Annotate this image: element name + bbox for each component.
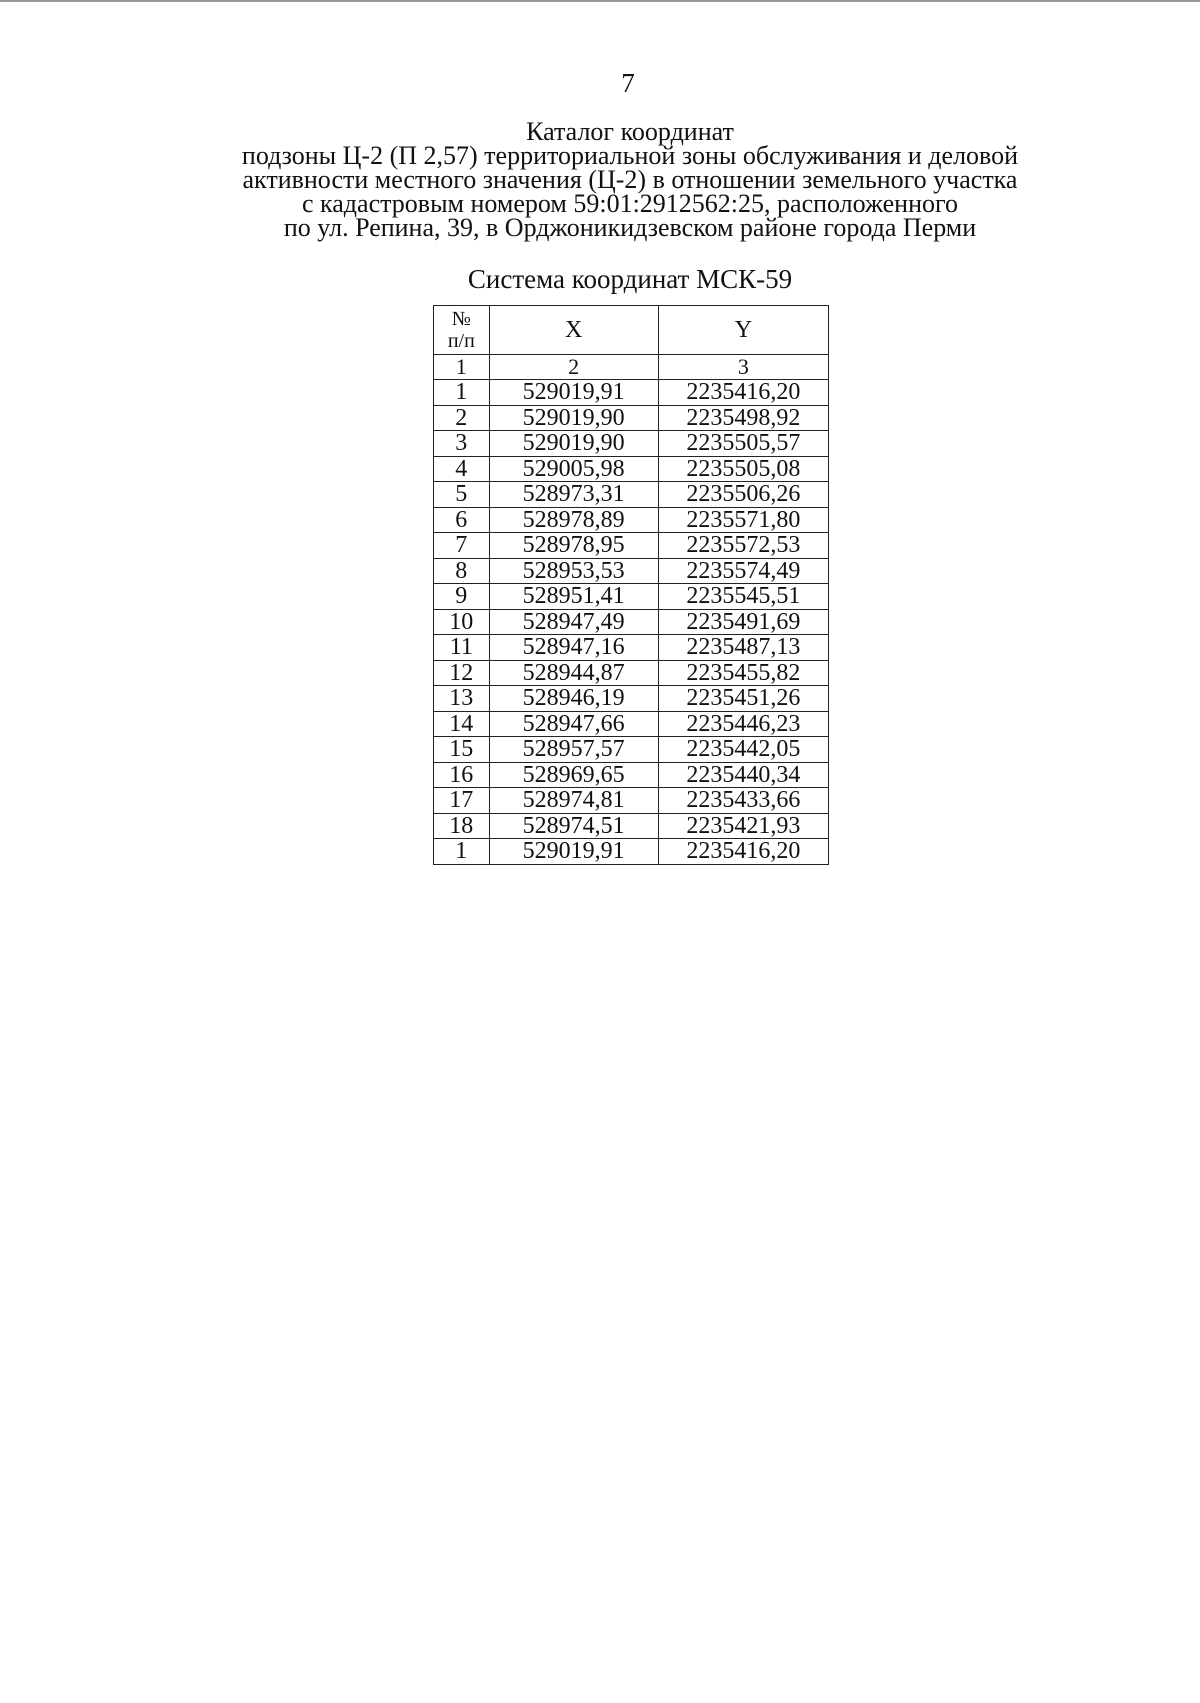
y-coordinate-cell: 2235572,53 xyxy=(658,533,828,559)
x-coordinate-cell: 528951,41 xyxy=(489,584,658,610)
table-row xyxy=(434,533,829,559)
point-number-cell: 7 xyxy=(434,533,490,559)
y-coordinate-cell: 2235505,57 xyxy=(658,431,828,457)
column-number: 1 xyxy=(434,355,490,380)
point-number-cell: 8 xyxy=(434,558,490,584)
column-number-row xyxy=(434,355,829,380)
x-coordinate-cell: 528957,57 xyxy=(489,737,658,763)
x-coordinate-cell: 529005,98 xyxy=(489,456,658,482)
point-number-cell: 13 xyxy=(434,686,490,712)
y-coordinate-cell: 2235498,92 xyxy=(658,405,828,431)
y-coordinate-cell: 2235416,20 xyxy=(658,380,828,406)
y-coordinate-cell: 2235571,80 xyxy=(658,507,828,533)
y-coordinate-cell: 2235505,08 xyxy=(658,456,828,482)
table-row xyxy=(434,507,829,533)
x-coordinate-cell: 528947,66 xyxy=(489,711,658,737)
x-coordinate-cell: 528953,53 xyxy=(489,558,658,584)
point-number-cell: 17 xyxy=(434,788,490,814)
point-number-cell: 10 xyxy=(434,609,490,635)
point-number-cell: 18 xyxy=(434,813,490,839)
x-coordinate-cell: 528978,95 xyxy=(489,533,658,559)
table-row xyxy=(434,788,829,814)
y-coordinate-cell: 2235487,13 xyxy=(658,635,828,661)
y-coordinate-cell: 2235421,93 xyxy=(658,813,828,839)
y-coordinate-cell: 2235416,20 xyxy=(658,839,828,865)
x-coordinate-cell: 528969,65 xyxy=(489,762,658,788)
y-coordinate-cell: 2235491,69 xyxy=(658,609,828,635)
x-coordinate-cell: 528974,51 xyxy=(489,813,658,839)
y-coordinate-cell: 2235440,34 xyxy=(658,762,828,788)
x-coordinate-cell: 528947,16 xyxy=(489,635,658,661)
heading-line-1: Каталог координат xyxy=(526,117,734,146)
point-number-cell: 11 xyxy=(434,635,490,661)
x-coordinate-cell: 528947,49 xyxy=(489,609,658,635)
column-number: 2 xyxy=(489,355,658,380)
document-heading xyxy=(150,117,1110,242)
x-coordinate-cell: 528944,87 xyxy=(489,660,658,686)
table-row xyxy=(434,635,829,661)
point-number-cell: 15 xyxy=(434,737,490,763)
y-coordinate-cell: 2235574,49 xyxy=(658,558,828,584)
heading-line-2: подзоны Ц-2 (П 2,57) территориальной зоны обслуживания и деловой xyxy=(241,141,1019,170)
point-number-cell: 3 xyxy=(434,431,490,457)
table-row xyxy=(434,686,829,712)
y-coordinate-cell: 2235455,82 xyxy=(658,660,828,686)
table-body xyxy=(434,355,829,865)
coordinates-table xyxy=(433,305,829,865)
table-row xyxy=(434,660,829,686)
table-row xyxy=(434,737,829,763)
y-coordinate-cell: 2235442,05 xyxy=(658,737,828,763)
table-header-row xyxy=(434,306,829,355)
header-number-abbrev: п/п xyxy=(447,330,475,352)
x-coordinate-cell: 529019,91 xyxy=(489,380,658,406)
header-x: X xyxy=(489,306,658,355)
point-number-cell: 14 xyxy=(434,711,490,737)
x-coordinate-cell: 529019,90 xyxy=(489,405,658,431)
point-number-cell: 5 xyxy=(434,482,490,508)
x-coordinate-cell: 528946,19 xyxy=(489,686,658,712)
header-number xyxy=(434,306,490,355)
table-row xyxy=(434,813,829,839)
y-coordinate-cell: 2235506,26 xyxy=(658,482,828,508)
x-coordinate-cell: 528973,31 xyxy=(489,482,658,508)
table-row xyxy=(434,839,829,865)
point-number-cell: 16 xyxy=(434,762,490,788)
point-number-cell: 9 xyxy=(434,584,490,610)
table-row xyxy=(434,405,829,431)
point-number-cell: 1 xyxy=(434,839,490,865)
y-coordinate-cell: 2235451,26 xyxy=(658,686,828,712)
x-coordinate-cell: 529019,90 xyxy=(489,431,658,457)
table-row xyxy=(434,456,829,482)
x-coordinate-cell: 528978,89 xyxy=(489,507,658,533)
heading-line-4: с кадастровым номером 59:01:2912562:25, расположенного xyxy=(301,189,959,218)
point-number-cell: 6 xyxy=(434,507,490,533)
header-y: Y xyxy=(658,306,828,355)
page-number: 7 xyxy=(621,68,635,98)
x-coordinate-cell: 529019,91 xyxy=(489,839,658,865)
table-row xyxy=(434,482,829,508)
point-number-cell: 1 xyxy=(434,380,490,406)
point-number-cell: 2 xyxy=(434,405,490,431)
table-row xyxy=(434,609,829,635)
point-number-cell: 12 xyxy=(434,660,490,686)
heading-line-5: по ул. Репина, 39, в Орджоникидзевском районе города Перми xyxy=(283,213,977,242)
y-coordinate-cell: 2235446,23 xyxy=(658,711,828,737)
table-row xyxy=(434,762,829,788)
page-top-edge xyxy=(0,0,1200,2)
table-row xyxy=(434,711,829,737)
point-number-cell: 4 xyxy=(434,456,490,482)
table-row xyxy=(434,584,829,610)
coordinate-system-title: Система координат МСК-59 xyxy=(467,264,793,294)
x-coordinate-cell: 528974,81 xyxy=(489,788,658,814)
y-coordinate-cell: 2235545,51 xyxy=(658,584,828,610)
table-row xyxy=(434,380,829,406)
heading-line-3: активности местного значения (Ц-2) в отношении земельного участка xyxy=(242,165,1018,194)
table-row xyxy=(434,558,829,584)
column-number: 3 xyxy=(658,355,828,380)
y-coordinate-cell: 2235433,66 xyxy=(658,788,828,814)
header-number-symbol: № xyxy=(451,308,471,330)
table-row xyxy=(434,431,829,457)
